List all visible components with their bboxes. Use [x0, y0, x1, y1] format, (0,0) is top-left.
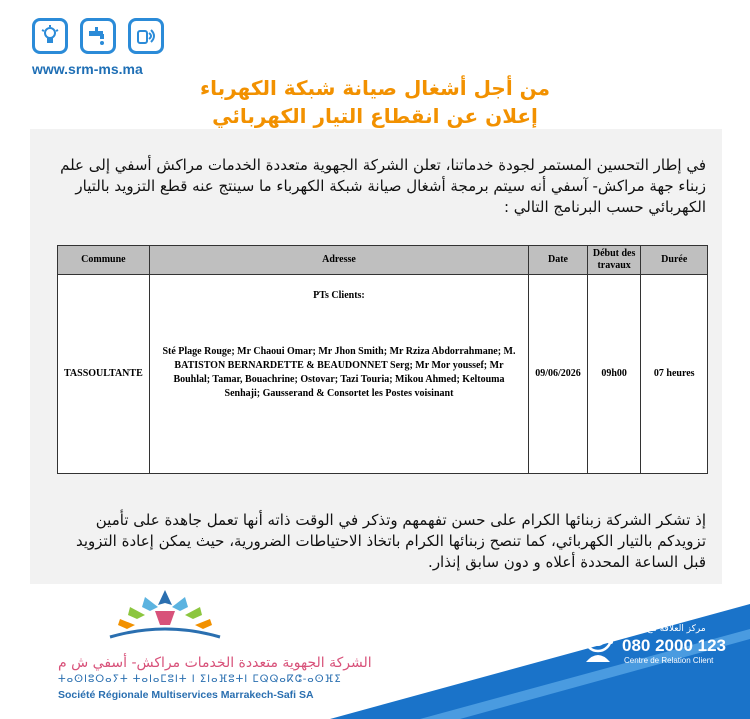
- intro-paragraph: في إطار التحسين المستمر لجودة خدماتنا، تعلن الشركة الجهوية متعددة الخدمات مراكش أسفي إلى علم زبناء جهة مراكش- آسفي أنه سيتم برمجة أشغال صيانة شبكة الكهرباء ما سينتج عنه قطع التزويد بالتيار الكهربائي حسب البرنامج التالي :: [60, 156, 706, 216]
- cell-debut: 09h00: [587, 275, 641, 474]
- service-icons: [32, 18, 164, 54]
- cell-date: 09/06/2026: [529, 275, 588, 474]
- call-center-label: مركز العلاقة مع الزبناء: [622, 624, 706, 634]
- header-commune: Commune: [58, 246, 150, 275]
- wifi-network-icon: [128, 18, 164, 54]
- cell-adresse: [149, 275, 528, 474]
- table-header-row: [58, 246, 708, 275]
- page-subtitle: إعلان عن انقطاع التيار الكهربائي: [212, 104, 538, 128]
- call-center-agent-icon: [578, 620, 618, 664]
- water-tap-icon: [80, 18, 116, 54]
- call-center-number[interactable]: 080 2000 123: [622, 636, 726, 655]
- header-debut: Début des travaux: [587, 246, 641, 275]
- call-center-label-french: Centre de Relation Client: [624, 656, 714, 665]
- header-duree: Durée: [641, 246, 708, 275]
- header-date: Date: [529, 246, 588, 275]
- table-row: [58, 275, 708, 474]
- page-title: من أجل أشغال صيانة شبكة الكهرباء: [199, 76, 551, 100]
- srm-logo: [100, 585, 230, 650]
- lightbulb-icon: [32, 18, 68, 54]
- header-adresse: Adresse: [149, 246, 528, 275]
- cell-commune: TASSOULTANTE: [58, 275, 150, 474]
- company-name-french: Société Régionale Multiservices Marrakech-Safi SA: [58, 689, 314, 701]
- adresse-body: Sté Plage Rouge; Mr Chaoui Omar; Mr Jhon Smith; Mr Rziza Abdorrahmane; M. BATISTON BERNARDETTE & BEAUDONNET Serg; Mr Mor youssef; Mr Bouhlal; Tamar, Bouachrine; Ostovar; Tazi Touria; Mikou Ahmed; Keltouma Senhaji; Gausserand & Consortet les Postes voisinant: [162, 346, 516, 399]
- adresse-title: PTs Clients:: [313, 290, 365, 301]
- outage-schedule-table: [57, 245, 708, 474]
- company-name-arabic: الشركة الجهوية متعددة الخدمات مراكش- أسفي ش م: [58, 655, 372, 671]
- cell-duree: 07 heures: [641, 275, 708, 474]
- website-link[interactable]: www.srm-ms.ma: [32, 61, 143, 77]
- closing-paragraph: إذ تشكر الشركة زبنائها الكرام على حسن تفهمهم وتذكر في الوقت ذاته أنها تعمل جاهدة على تأمين تزويدكم بالتيار الكهربائي، كما تنصح زبنائها الكرام باتخاذ الاحتياطات الضرورية، حيث يمكن إعادة التزويد قبل الساعة المحددة أعلاه و دون سابق إنذار.: [75, 511, 706, 571]
- company-name-tifinagh: ⵜⴰⵙⵏⵓⵔⴰⵢⵜ ⵜⴰⵏⴰⵎⵓⵏⵜ ⵏ ⵉⵏⴰⴼⵓⵜⵏ ⵎⵕⵕⴰⴽⵛ-ⴰⵙⴼⵉ: [58, 674, 342, 685]
